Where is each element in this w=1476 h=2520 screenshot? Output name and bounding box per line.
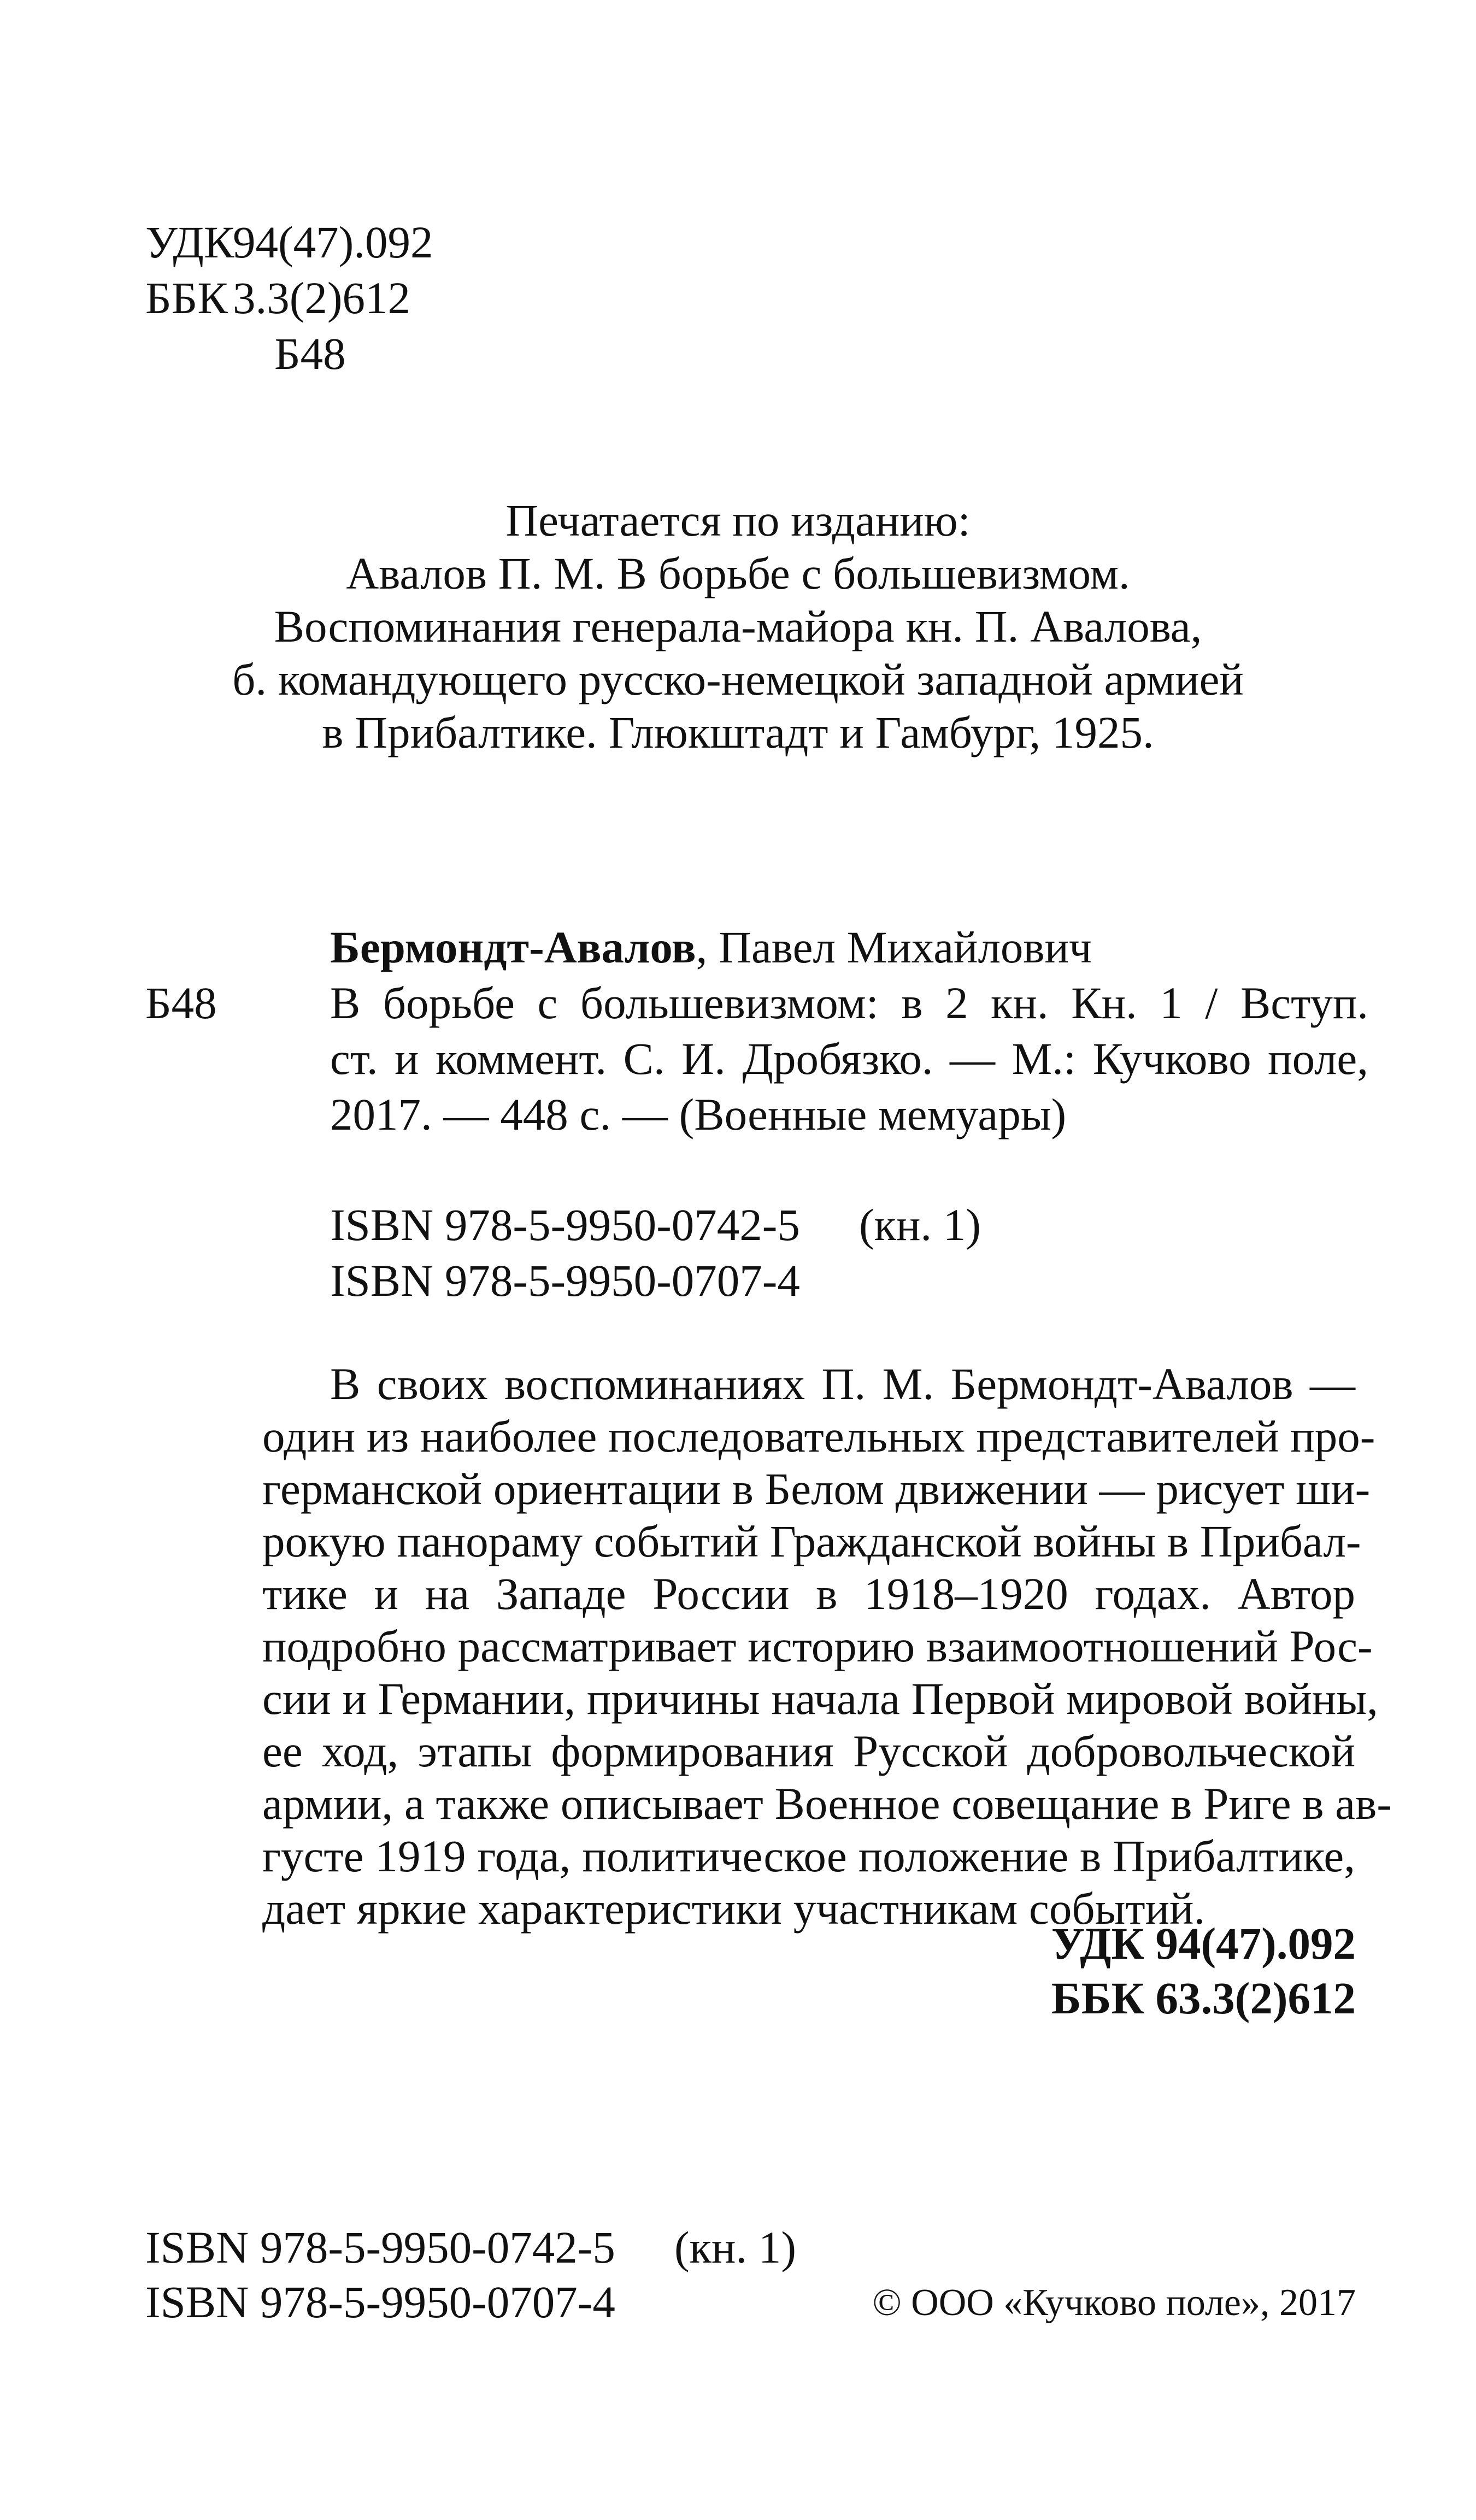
bbk-value: 3.3(2)612	[233, 273, 411, 323]
source-note-line: Авалов П. М. В борьбе с большевизмом.	[346, 548, 1130, 598]
udk-code: УДК 94(47).092	[1051, 1918, 1356, 1969]
record-body	[145, 975, 1369, 1142]
annotation-line: тике и на Западе России в 1918–1920 годах. Автор	[262, 1569, 1355, 1619]
classification-codes-bottom	[919, 1916, 1356, 2025]
record-title-line: ст. и коммент. С. И. Дробязко. — М.: Кучково поле,	[330, 1033, 1368, 1084]
annotation-line: дает яркие характеристики участникам событий.	[262, 1883, 1206, 1934]
isbn-number: ISBN 978-5-9950-0742-5	[145, 2222, 615, 2272]
udk-row	[145, 214, 637, 270]
record-sign: Б48	[145, 978, 217, 1028]
source-note-line: б. командующего русско-немецкой западной армией	[232, 654, 1244, 704]
annotation-line: густе 1919 года, политическое положение в Прибалтике,	[262, 1831, 1355, 1881]
isbn-note: (кн. 1)	[859, 1200, 981, 1250]
author-sign: Б48	[274, 328, 346, 379]
annotation-line: один из наиболее последовательных представителей про-	[262, 1411, 1375, 1461]
copyright-notice: © ООО «Кучково поле», 2017	[872, 2282, 1356, 2324]
annotation-line: армии, а также описывает Военное совещание в Риге в ав-	[262, 1778, 1392, 1829]
udk-label: УДК	[145, 217, 234, 267]
source-edition-note	[0, 494, 1476, 759]
isbn-row	[330, 1197, 1150, 1253]
bbk-code: ББК 63.3(2)612	[1051, 1973, 1356, 2023]
isbn-number: ISBN 978-5-9950-0742-5	[330, 1200, 800, 1250]
record-isbn-list	[330, 1197, 1150, 1308]
record-title-line: 2017. — 448 с. — (Военные мемуары)	[330, 1089, 1067, 1139]
isbn-row	[330, 1253, 1150, 1308]
bbk-row	[145, 270, 637, 326]
annotation-line: рокую панораму событий Гражданской войны в Прибал-	[262, 1516, 1361, 1566]
udk-value: 94(47).092	[233, 217, 433, 267]
record-title	[330, 975, 1368, 1142]
isbn-number: ISBN 978-5-9950-0707-4	[330, 1255, 800, 1306]
source-note-line: Воспоминания генерала-майора кн. П. Авалова,	[274, 601, 1202, 651]
bbk-label: ББК	[145, 273, 228, 323]
annotation-line: сии и Германии, причины начала Первой мировой войны,	[262, 1673, 1378, 1724]
record-author-given-names: , Павел Михайлович	[696, 922, 1092, 972]
isbn-number: ISBN 978-5-9950-0707-4	[145, 2277, 615, 2327]
source-note-line: в Прибалтике. Глюкштадт и Гамбург, 1925.	[322, 707, 1154, 757]
record-title-line: В борьбе с большевизмом: в 2 кн. Кн. 1 / Вступ.	[330, 978, 1368, 1028]
annotation-paragraph	[262, 1358, 1392, 1935]
classification-codes-top	[145, 214, 637, 381]
source-note-line: Печатается по изданию:	[505, 495, 971, 545]
annotation-line: подробно рассматривает историю взаимоотношений Рос-	[262, 1621, 1373, 1671]
isbn-note: (кн. 1)	[674, 2222, 797, 2272]
bibliographic-record	[145, 919, 1369, 1142]
annotation-line: В своих воспоминаниях П. М. Бермондт-Авалов —	[330, 1359, 1355, 1409]
isbn-row	[145, 2220, 910, 2275]
record-author-surname: Бермондт-Авалов	[330, 922, 696, 972]
annotation-line: германской ориентации в Белом движении — рисует ши-	[262, 1464, 1371, 1514]
record-author	[145, 919, 1369, 975]
annotation-line: ее ход, этапы формирования Русской добровольческой	[262, 1726, 1355, 1776]
